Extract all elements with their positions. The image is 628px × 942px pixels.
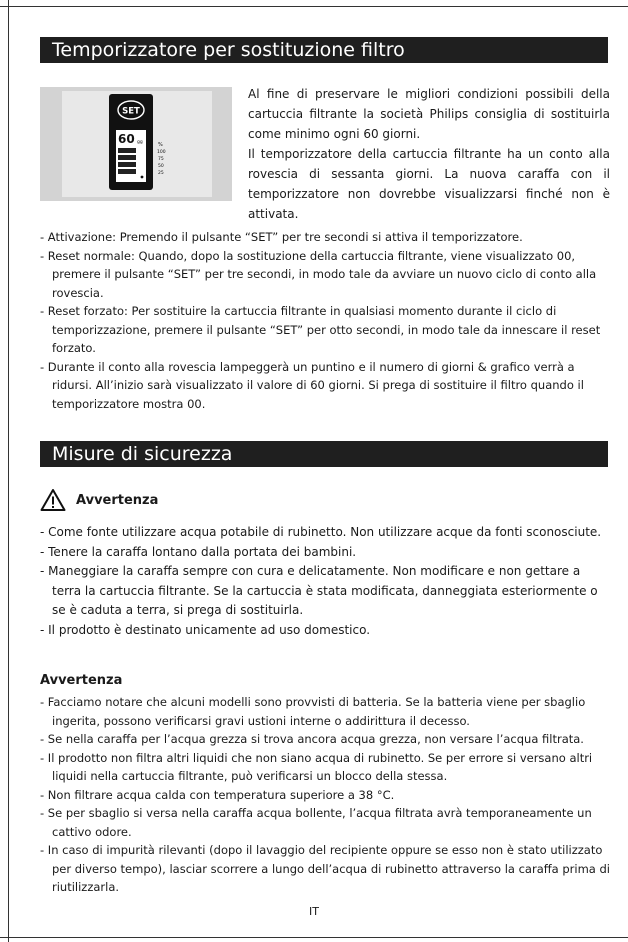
timer-scale-25: 25 [158,171,164,176]
timer-scale-75: 75 [158,157,164,162]
timer-scale-50: 50 [158,164,164,169]
list-item: - Attivazione: Premendo il pulsante “SET” per tre secondi si attiva il temporizzatore. [40,230,523,244]
warning-heading-label: Avvertenza [76,492,159,508]
timer-intro-text [248,84,610,224]
list-item: - Come fonte utilizzare acqua potabile di rubinetto. Non utilizzare acque da fonti sconosciute. [40,525,602,539]
page-number: IT [309,905,319,918]
set-button-label: SET [122,106,140,117]
timer-scale-100: 100 [157,150,166,155]
timer-level-bar-4 [118,169,136,174]
list-item: - Facciamo notare che alcuni modelli sono provvisti di batteria. Se la batteria viene per sbaglio ingerita, possono verificarsi gravi ustioni interne o addirittura il decesso. [40,695,586,728]
list-item: - Reset forzato: Per sostituire la cartuccia filtrante in qualsiasi momento durante il ciclo di temporizzazione, premere il pulsante “SET” per otto secondi, in modo tale da innescare il reset forzato. [40,304,601,355]
intro-paragraph: Al fine di preservare le migliori condizioni possibili della cartuccia filtrante la società Philips consiglia di sostituirla come minimo ogni 60 giorni. [248,87,610,141]
warning-heading-1 [40,487,158,513]
timer-instructions-list [40,228,612,413]
timer-device-illustration [62,91,212,197]
timer-level-bar-1 [118,148,136,153]
battery-warnings-list [40,693,612,897]
list-item: - Il prodotto non filtra altri liquidi che non siano acqua di rubinetto. Se per errore si versano altri liquidi nella cartuccia filtrante, può verificarsi un blocco della stessa. [40,750,593,783]
list-item: - Non filtrare acqua calda con temperatura superiore a 38 °C. [40,787,395,802]
warning-triangle-icon [40,488,66,512]
timer-percent-sign: % [158,142,163,148]
top-rule [0,6,628,7]
section-title-timer: Temporizzatore per sostituzione filtro [40,37,608,63]
list-item: - Durante il conto alla rovescia lampeggerà un puntino e il numero di giorni & grafico verrà a ridursi. All’inizio sarà visualizzato il valore di 60 giorni. Si prega di sostituire il filtro quando il temporizzatore mostra 00. [40,359,584,411]
timer-figure [40,87,232,201]
timer-level-bar-3 [118,162,136,167]
list-item: - Se nella caraffa per l’acqua grezza si trova ancora acqua grezza, non versare l’acqua filtrata. [40,732,584,746]
timer-days-unit: gg [137,140,143,145]
section-title-safety: Misure di sicurezza [40,441,608,467]
warning-heading-2: Avvertenza [40,673,123,688]
list-item: - Il prodotto è destinato unicamente ad uso domestico. [40,622,371,637]
intro-paragraph: Il temporizzatore della cartuccia filtrante ha un conto alla rovescia di sessanta giorni. La nuova caraffa con il temporizzatore non dovrebbe visualizzarsi finché non è attivata. [248,147,610,221]
left-margin-rule [8,0,9,942]
safety-warnings-list [40,523,612,640]
list-item: - Se per sbaglio si versa nella caraffa acqua bollente, l’acqua filtrata avrà temporaneamente un cattivo odore. [40,806,592,839]
timer-blink-dot [141,176,144,179]
list-item: - Tenere la caraffa lontano dalla portata dei bambini. [40,544,357,559]
bottom-rule [0,937,628,938]
timer-days-value: 60 [118,132,135,146]
timer-figure-panel [62,91,212,197]
list-item: - Reset normale: Quando, dopo la sostituzione della cartuccia filtrante, viene visualizzato 00, premere il pulsante “SET” per tre secondi, in modo tale da avviare un nuovo ciclo di conto alla rovescia. [40,248,597,300]
timer-level-bar-2 [118,155,136,160]
list-item: - Maneggiare la caraffa sempre con cura e delicatamente. Non modificare e non gettare a terra la cartuccia filtrante. Se la cartuccia è stata modificata, danneggiata esteriormente o se è caduta a terra, si prega di sostituirla. [40,564,598,617]
list-item: - In caso di impurità rilevanti (dopo il lavaggio del recipiente oppure se esso non è stato utilizzato per diverso tempo), lasciar scorrere a lungo dell’acqua di rubinetto attraverso la caraffa prima di riutilizzarla. [40,843,610,894]
